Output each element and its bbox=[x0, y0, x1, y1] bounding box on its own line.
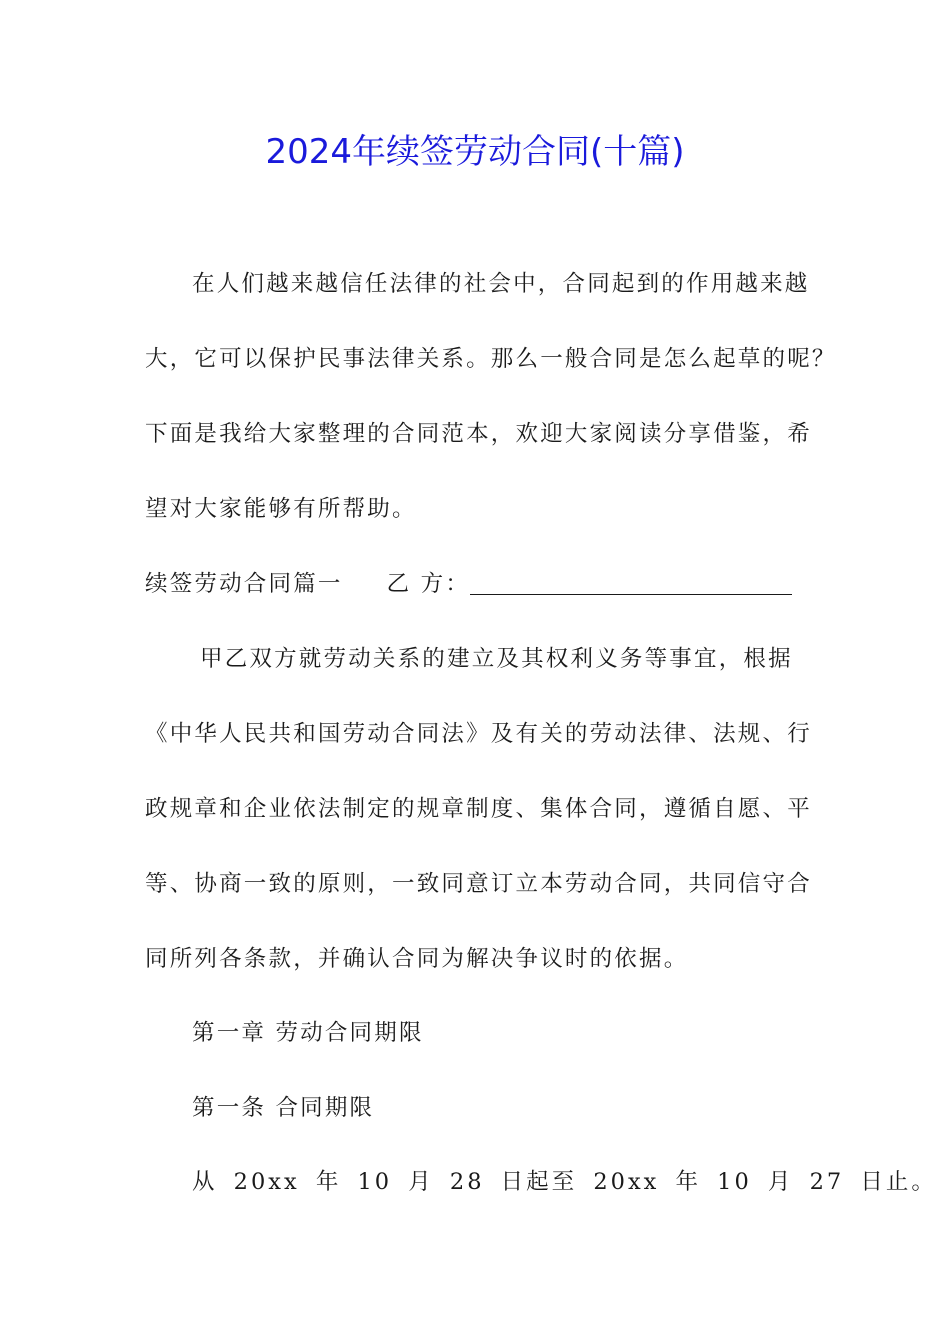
intro-line-3: 下面是我给大家整理的合同范本，欢迎大家阅读分享借鉴，希 bbox=[145, 421, 812, 447]
party-b-label: 乙 方： bbox=[386, 571, 471, 597]
intro-line-2: 大，它可以保护民事法律关系。那么一般合同是怎么起草的呢？ bbox=[145, 346, 837, 372]
intro-line-4: 望对大家能够有所帮助。 bbox=[145, 496, 417, 522]
term-line: 从 20xx 年 10 月 28 日起至 20xx 年 10 月 27 日止。 bbox=[192, 1169, 937, 1195]
article-heading: 第一条 合同期限 bbox=[192, 1095, 375, 1121]
document-title: 2024年续签劳动合同(十篇) bbox=[265, 132, 685, 172]
party-b-blank bbox=[470, 572, 792, 595]
body-line-5: 同所列各条款，并确认合同为解决争议时的依据。 bbox=[145, 946, 689, 972]
body-line-2: 《中华人民共和国劳动合同法》及有关的劳动法律、法规、行 bbox=[145, 721, 812, 747]
body-line-3: 政规章和企业依法制定的规章制度、集体合同，遵循自愿、平 bbox=[145, 796, 812, 822]
intro-line-1: 在人们越来越信任法律的社会中，合同起到的作用越来越 bbox=[192, 271, 810, 297]
section-heading: 续签劳动合同篇一 bbox=[145, 571, 343, 597]
section-heading-row bbox=[145, 568, 792, 600]
body-line-4: 等、协商一致的原则，一致同意订立本劳动合同，共同信守合 bbox=[145, 871, 812, 897]
chapter-heading: 第一章 劳动合同期限 bbox=[192, 1020, 424, 1046]
body-line-1: 甲乙双方就劳动关系的建立及其权利义务等事宜，根据 bbox=[200, 646, 793, 672]
